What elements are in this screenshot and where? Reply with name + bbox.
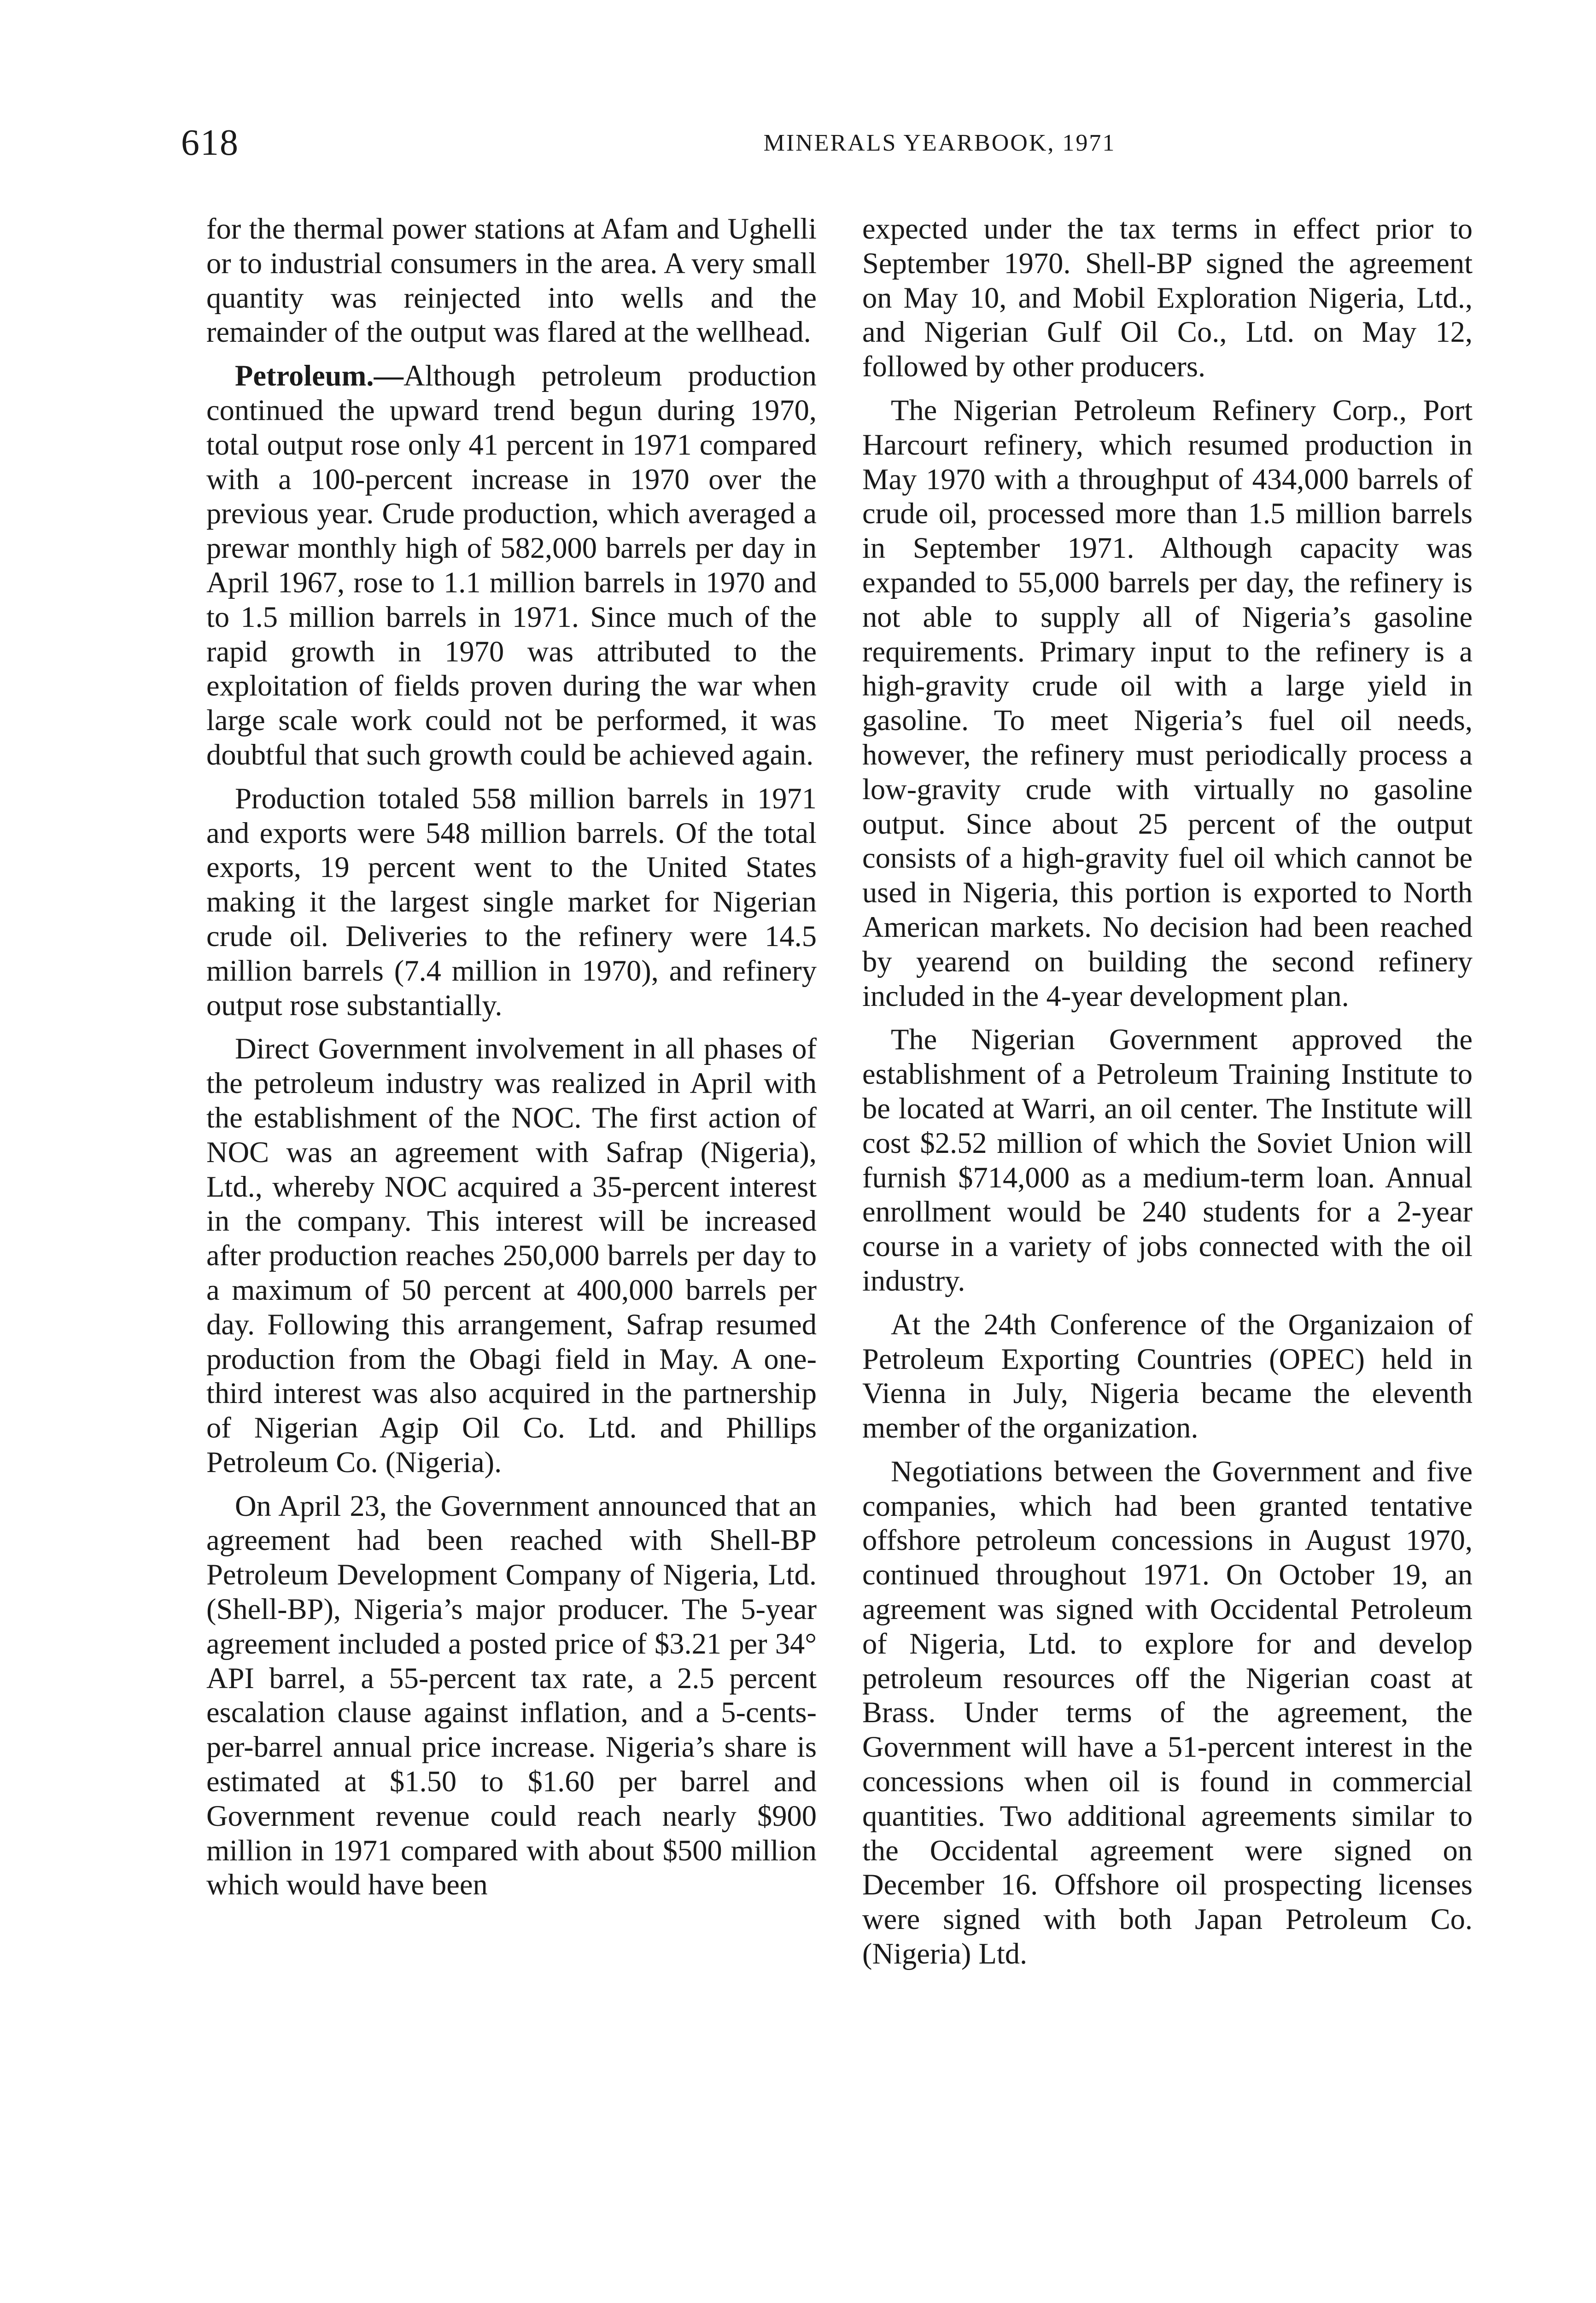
page-number: 618 <box>181 123 239 163</box>
paragraph: for the thermal power stations at Afam and Ughelli or to industrial consumers in the area. A very small quantity was reinjected into wells and the remainder of the output was flared at the wellhead. <box>206 212 817 349</box>
paragraph: Direct Government involvement in all phases of the petroleum industry was realized in April with the establishment of the NOC. The first action of NOC was an agreement with Safrap (Nigeria), Ltd., whereby NOC acquired a 35-percent interest in the company. This interest will be increased after production reaches 250,000 barrels per day to a maximum of 50 percent at 400,000 barrels per day. Following this arrangement, Safrap resumed production from the Obagi field in May. A one-third interest was also acquired in the partnership of Nigerian Agip Oil Co. Ltd. and Phillips Petroleum Co. (Nigeria). <box>206 1032 817 1479</box>
left-column <box>206 212 817 1911</box>
paragraph: On April 23, the Government announced that an agreement had been reached with Shell-BP Petroleum Development Company of Nigeria, Ltd. (Shell-BP), Nigeria’s major producer. The 5-year agreement included a posted price of $3.21 per 34° API barrel, a 55-percent tax rate, a 2.5 percent escalation clause against inflation, and a 5-cents-per-barrel annual price increase. Nigeria’s share is estimated at $1.50 to $1.60 per barrel and Government revenue could reach nearly $900 million in 1971 compared with about $500 million which would have been <box>206 1489 817 1901</box>
paragraph: The Nigerian Government approved the establishment of a Petroleum Training Institute to be located at Warri, an oil center. The Institute will cost $2.52 million of which the Soviet Union will furnish $714,000 as a medium-term loan. Annual enrollment would be 240 students for a 2-year course in a variety of jobs connected with the oil industry. <box>862 1023 1473 1297</box>
paragraph-text: Although petroleum production continued the upward trend begun during 1970, total output rose only 41 percent in 1971 compared with a 100-percent increase in 1970 over the previous year. Crude production, which averaged a prewar monthly high of 582,000 barrels per day in April 1967, rose to 1.1 million barrels in 1970 and to 1.5 million barrels in 1971. Since much of the rapid growth in 1970 was attributed to the exploitation of fields proven during the war when large scale work could not be performed, it was doubtful that such growth could be achieved again. <box>206 359 817 771</box>
section-heading-petroleum: Petroleum.— <box>235 359 403 392</box>
right-column <box>862 212 1473 1981</box>
paragraph: expected under the tax terms in effect prior to September 1970. Shell-BP signed the agreement on May 10, and Mobil Exploration Nigeria, Ltd., and Nigerian Gulf Oil Co., Ltd. on May 12, followed by other producers. <box>862 212 1473 383</box>
paragraph: Negotiations between the Government and five companies, which had been granted tentative offshore petroleum concessions in August 1970, continued throughout 1971. On October 19, an agreement was signed with Occidental Petroleum of Nigeria, Ltd. to explore for and develop petroleum resources off the Nigerian coast at Brass. Under terms of the agreement, the Government will have a 51-percent interest in the concessions when oil is found in commercial quantities. Two additional agreements similar to the Occidental agreement were signed on December 16. Offshore oil prospecting licenses were signed with both Japan Petroleum Co. (Nigeria) Ltd. <box>862 1455 1473 1970</box>
paragraph-petroleum <box>206 359 817 772</box>
paragraph: At the 24th Conference of the Organizaion of Petroleum Exporting Countries (OPEC) held in Vienna in July, Nigeria became the eleventh member of the organization. <box>862 1308 1473 1444</box>
paragraph: The Nigerian Petroleum Refinery Corp., Port Harcourt refinery, which resumed production in May 1970 with a throughput of 434,000 barrels of crude oil, processed more than 1.5 million barrels in September 1971. Although capacity was expanded to 55,000 barrels per day, the refinery is not able to supply all of Nigeria’s gasoline requirements. Primary input to the refinery is a high-gravity crude oil with a large yield in gasoline. To meet Nigeria’s fuel oil needs, however, the refinery must periodically process a low-gravity crude with virtually no gasoline output. Since about 25 percent of the output consists of a high-gravity fuel oil which cannot be used in Nigeria, this portion is exported to North American markets. No decision had been reached by yearend on building the second refinery included in the 4-year development plan. <box>862 393 1473 1012</box>
paragraph: Production totaled 558 million barrels in 1971 and exports were 548 million barrels. Of the total exports, 19 percent went to the United States making it the largest single market for Nigerian crude oil. Deliveries to the refinery were 14.5 million barrels (7.4 million in 1970), and refinery output rose substantially. <box>206 782 817 1022</box>
running-head: MINERALS YEARBOOK, 1971 <box>763 130 1116 156</box>
